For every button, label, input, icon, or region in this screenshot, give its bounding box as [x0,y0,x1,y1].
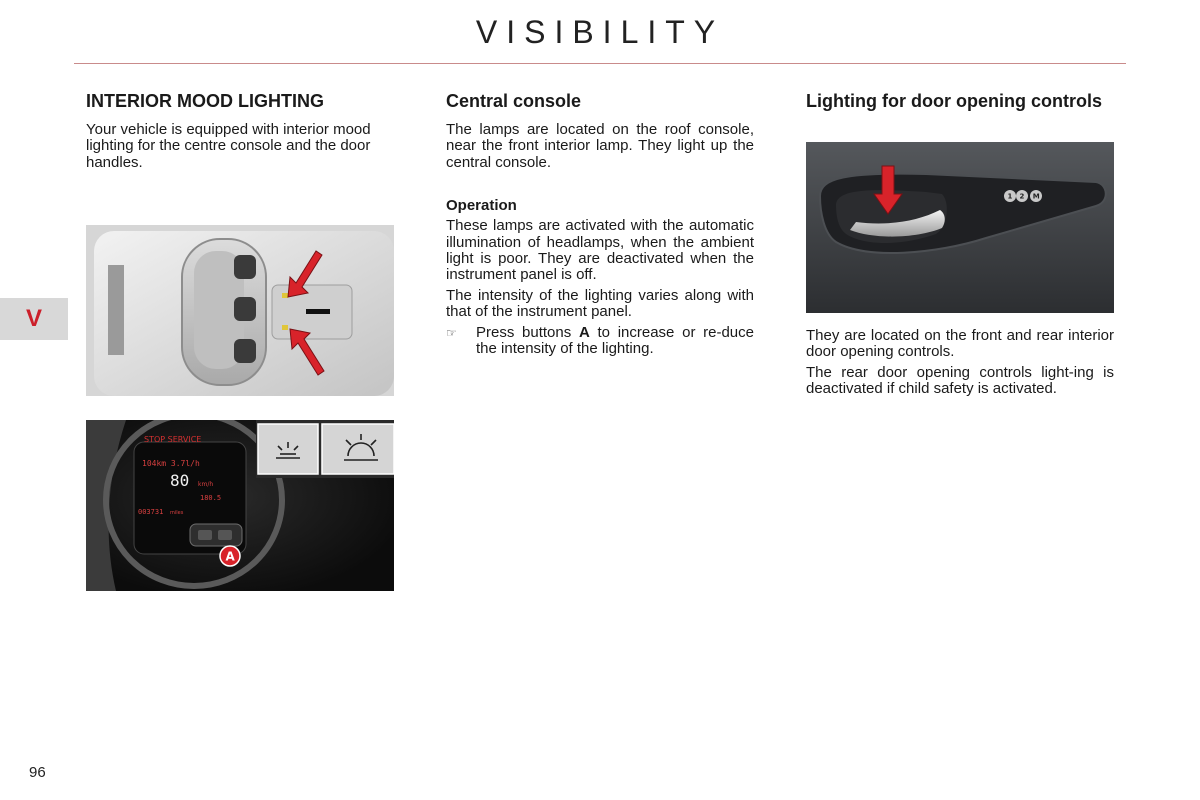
bullet-text: Press buttons A to increase or re-duce the intensity of the lighting. [476,323,754,358]
operation-bullet [446,325,754,358]
section-heading: Lighting for door opening controls [806,91,1102,111]
operation-text-1: These lamps are activated with the automatic illumination of headlamps, when the ambient light is poor. They are deactivated when the instrument panel is off. [446,217,754,284]
chapter-tab-label: V [25,305,42,332]
stop-service-text: STOP SERVICE [144,435,202,444]
operation-text-2: The intensity of the lighting varies along with that of the instrument panel. [446,286,754,321]
section-interior-mood-lighting [86,92,394,175]
speed-unit: km/h [198,481,214,488]
odometer-readout: 003731 [138,508,164,516]
chapter-tab [0,298,68,340]
door-lighting-text [806,328,1114,402]
page-title: VISIBILITY [475,14,725,50]
button-a-label: A [225,549,235,564]
instrument-panel-photo [86,420,394,591]
section-central-console [446,92,754,357]
trip-readout: 104km 3.7l/h [142,459,200,468]
door-text-1: They are located on the front and rear interior door opening controls. [806,327,1114,361]
memory-button-m: M [1032,192,1040,201]
page-number: 96 [29,764,46,781]
range-readout: 180.5 [200,494,222,502]
section-text: The lamps are located on the roof console, near the front interior lamp. They light up the central console. [446,121,754,171]
pointing-hand-icon: ☞ [446,325,457,340]
memory-button-1: 1 [1007,192,1013,201]
section-heading: Central console [446,91,582,111]
odometer-unit: miles [170,510,184,516]
memory-button-2: 2 [1019,192,1025,201]
section-heading: INTERIOR MOOD LIGHTING [86,91,324,111]
title-rule [74,63,1126,64]
section-door-lighting [806,92,1114,122]
door-handle-photo [806,142,1114,313]
roof-console-photo [86,225,394,396]
door-text-2: The rear door opening controls light-ing is deactivated if child safety is activated. [806,363,1114,398]
button-a-ref: A [578,323,590,341]
speed-readout: 80 [170,471,190,490]
operation-heading: Operation [446,197,517,215]
section-text: Your vehicle is equipped with interior mood lighting for the centre console and the door handles. [86,121,371,171]
